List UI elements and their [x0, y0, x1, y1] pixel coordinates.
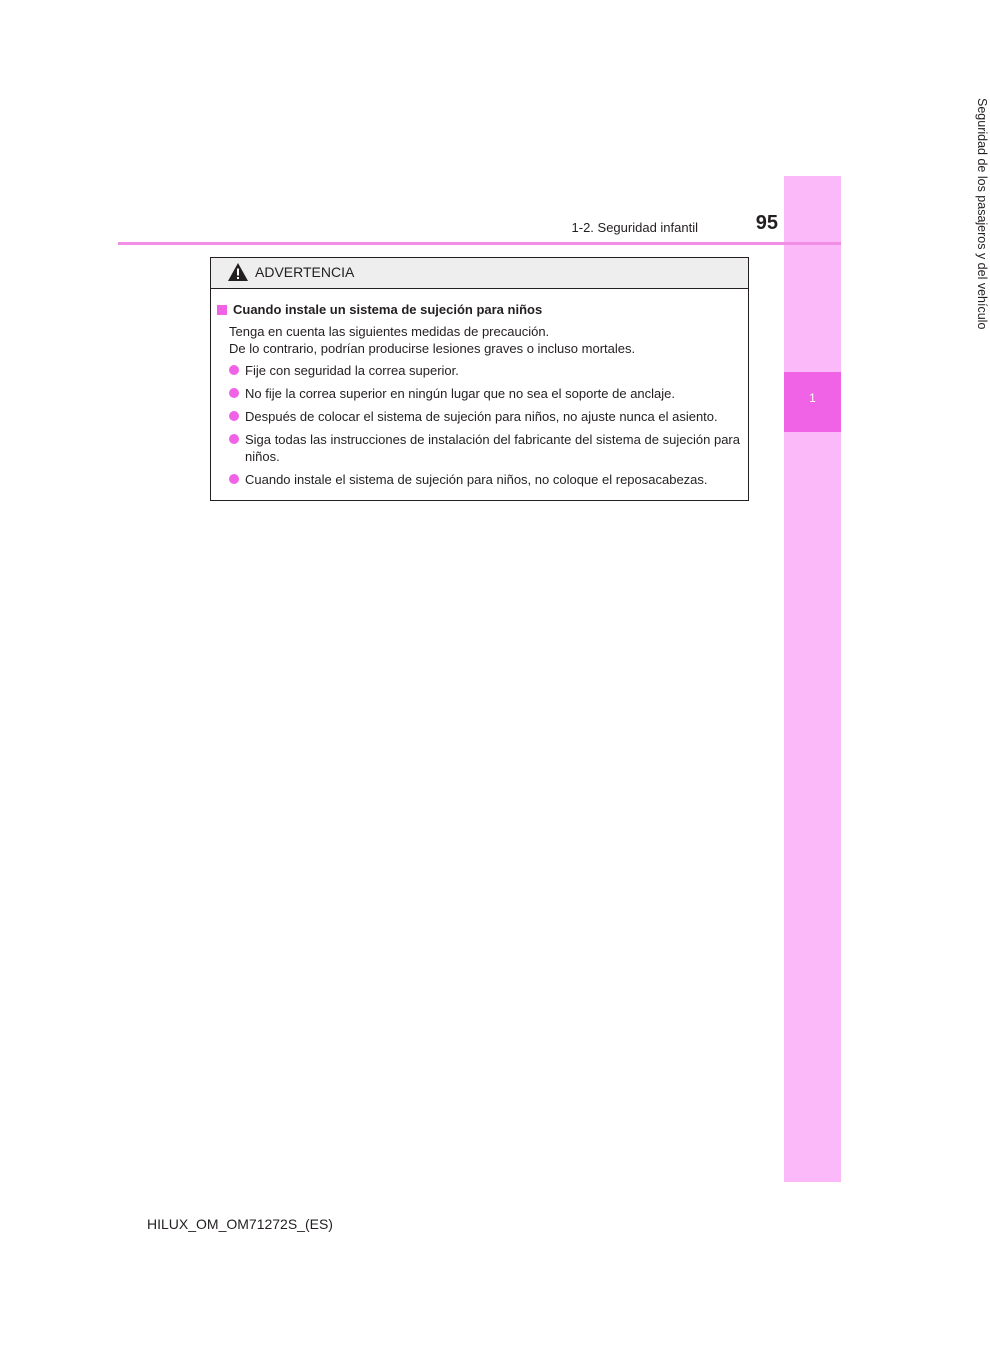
footer-document-code: HILUX_OM_OM71272S_(ES)	[147, 1216, 333, 1232]
bullet-dot-icon	[229, 388, 239, 398]
list-item-text: Fije con seguridad la correa superior.	[245, 363, 459, 378]
warning-sub-heading	[217, 301, 740, 318]
list-item	[217, 471, 740, 488]
list-item-text: No fije la correa superior en ningún lugar que no sea el soporte de anclaje.	[245, 386, 675, 401]
warning-header	[211, 258, 748, 289]
list-item	[217, 408, 740, 425]
list-item-text: Siga todas las instrucciones de instalación del fabricante del sistema de sujeción para niños.	[245, 432, 740, 464]
list-item-text: Cuando instale el sistema de sujeción para niños, no coloque el reposacabezas.	[245, 472, 708, 487]
list-item-text: Después de colocar el sistema de sujeción para niños, no ajuste nunca el asiento.	[245, 409, 718, 424]
header-section-title: 1-2. Seguridad infantil	[571, 220, 698, 235]
header-rule	[118, 242, 841, 245]
square-bullet-icon	[217, 305, 227, 315]
list-item	[217, 385, 740, 402]
side-tab-number: 1	[809, 391, 816, 405]
bullet-dot-icon	[229, 411, 239, 421]
warning-intro-line-2: De lo contrario, podrían producirse lesiones graves o incluso mortales.	[229, 341, 636, 356]
warning-box	[210, 257, 749, 501]
side-tab-label: Seguridad de los pasajeros y del vehículo	[975, 98, 989, 330]
bullet-dot-icon	[229, 474, 239, 484]
list-item	[217, 431, 740, 465]
warning-title: ADVERTENCIA	[255, 264, 355, 280]
warning-triangle-icon	[227, 262, 249, 282]
bullet-dot-icon	[229, 434, 239, 444]
bullet-dot-icon	[229, 365, 239, 375]
page-number: 95	[755, 212, 778, 234]
warning-intro	[217, 323, 740, 357]
side-tab	[784, 176, 841, 1182]
warning-intro-line-1: Tenga en cuenta las siguientes medidas de precaución.	[229, 324, 550, 339]
warning-sub-heading-text: Cuando instale un sistema de sujeción para niños	[233, 302, 543, 317]
warning-body	[211, 289, 748, 488]
list-item	[217, 362, 740, 379]
